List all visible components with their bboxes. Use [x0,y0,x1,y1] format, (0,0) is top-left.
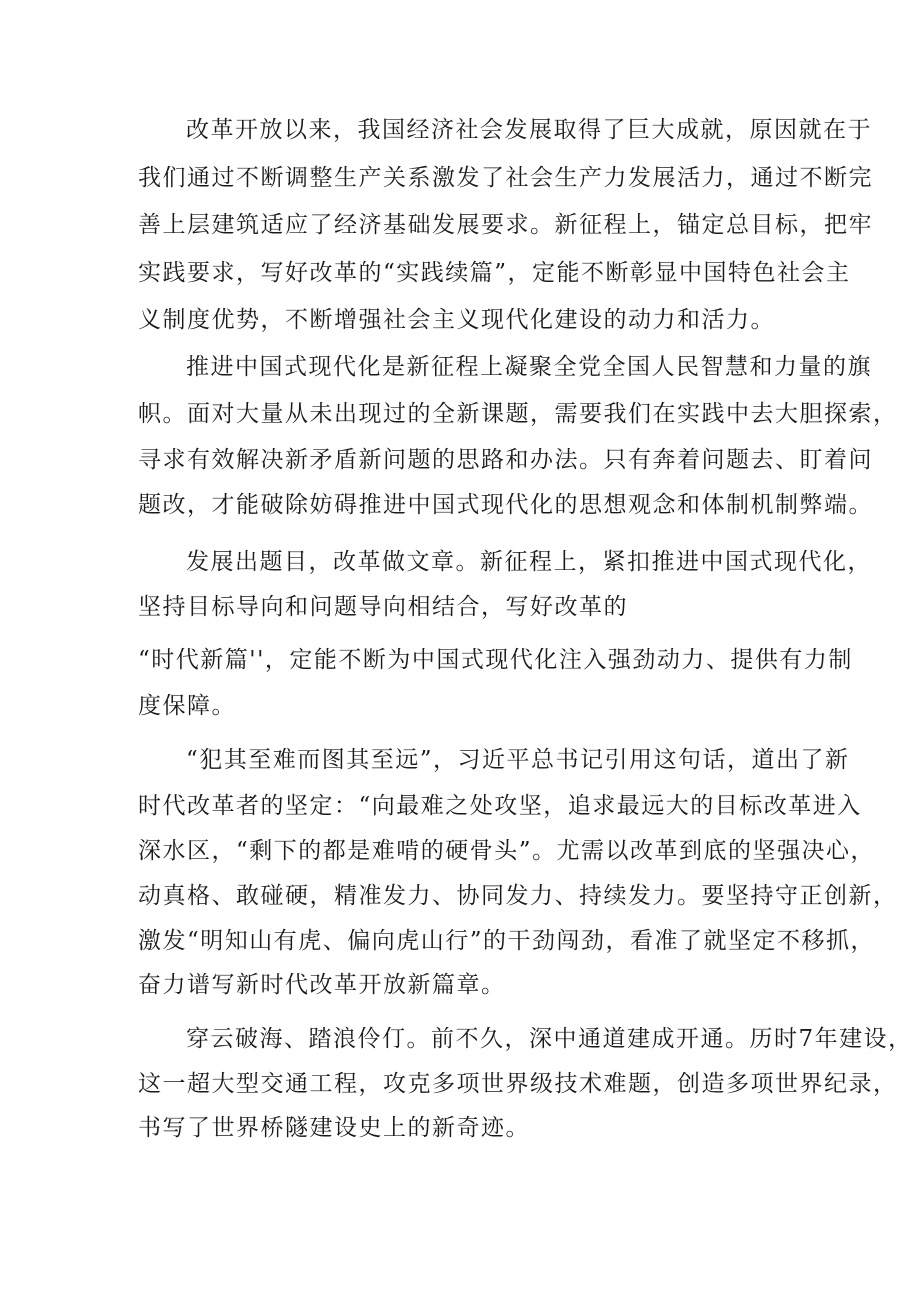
text-line: 时代改革者的坚定：“向最难之处攻坚，追求最远大的目标改革进入 [138,793,862,819]
text-line: 这一超大型交通工程，攻克多项世界级技术难题，创造多项世界纪录， [138,1071,898,1097]
text-line: 推进中国式现代化是新征程上凝聚全党全国人民智慧和力量的旗 [186,354,872,380]
text-line: 善上层建筑适应了经济基础发展要求。新征程上，锚定总目标，把牢 [138,212,873,238]
text-line: 实践要求，写好改革的“实践续篇”，定能不断彰显中国特色社会主 [138,260,851,286]
text-line: 题改，才能破除妨碍推进中国式现代化的思想观念和体制机制弊端。 [138,492,873,518]
text-line: 书写了世界桥隧建设史上的新奇迹。 [138,1115,530,1141]
text-line: 穿云破海、踏浪伶仃。前不久，深中通道建成开通。历时7年建设， [186,1026,913,1052]
text-line: 义制度优势，不断增强社会主义现代化建设的动力和活力。 [138,307,775,333]
text-line: 发展出题目，改革做文章。新征程上，紧扣推进中国式现代化， [186,549,872,575]
text-line: 帜。面对大量从未出现过的全新课题，需要我们在实践中去大胆探索， [138,401,898,427]
text-line: 我们通过不断调整生产关系激发了社会生产力发展活力，通过不断完 [138,165,873,191]
text-line: 奋力谱写新时代改革开放新篇章。 [138,972,506,998]
text-line: 改革开放以来，我国经济社会发展取得了巨大成就，原因就在于 [186,117,872,143]
text-line: “时代新篇''，定能不断为中国式现代化注入强劲动力、提供有力制 [138,647,853,673]
text-line: 坚持目标导向和问题导向相结合，写好改革的 [138,594,628,620]
text-line: 度保障。 [138,693,236,719]
text-line: 动真格、敢碰硬，精准发力、协同发力、持续发力。要坚持守正创新， [138,883,898,909]
text-line: “犯其至难而图其至远”，习近平总书记引用这句话，道出了新 [186,747,850,773]
text-line: 寻求有效解决新矛盾新问题的思路和办法。只有奔着问题去、盯着问 [138,447,873,473]
text-line: 深水区，“剩下的都是难啃的硬骨头”。尤需以改革到底的坚强决心， [138,838,876,864]
text-line: 激发“明知山有虎、偏向虎山行”的干劲闯劲，看准了就坚定不移抓， [138,928,876,954]
